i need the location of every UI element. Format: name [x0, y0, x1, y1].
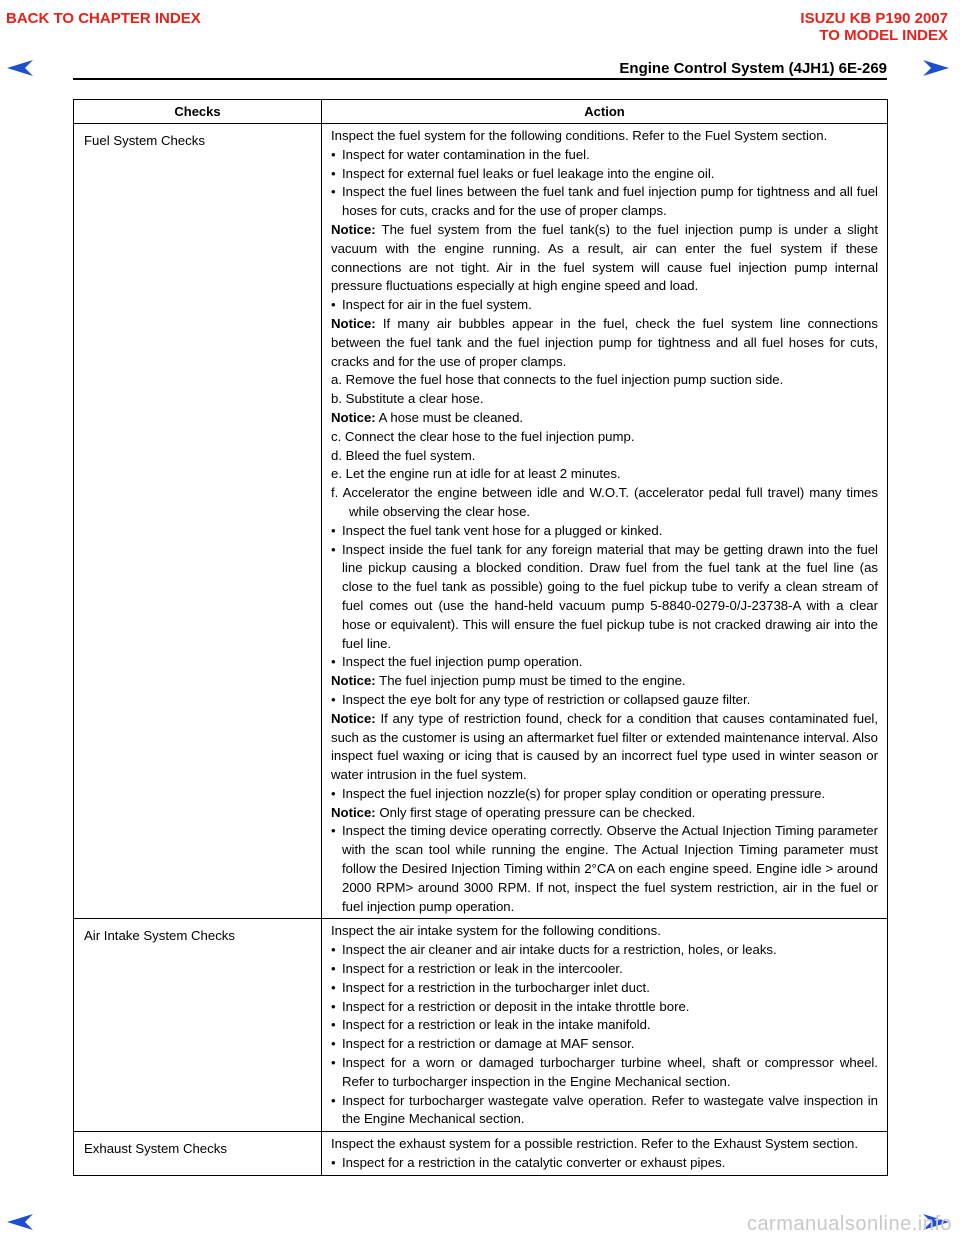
bullet-icon: •	[331, 184, 336, 200]
bullet-text: Inspect the timing device operating correctly. Observe the Actual Injection Timing parameter with the scan tool while running the engine. The Actual Injection Timing parameter must follow the Desired Injection Timing within 2°CA on each engine speed. Engine idle > around 2000 RPM> around 3000 RPM. If not, inspect the fuel system restriction, air in the fuel or fuel injection pump operation.	[342, 823, 878, 914]
previous-page-arrow-bottom-icon[interactable]	[6, 1212, 36, 1232]
action-bullet	[331, 998, 878, 1017]
notice-text: If many air bubbles appear in the fuel, check the fuel system line connections between the fuel tank and the fuel injection pump for tightness and all fuel hoses for cuts, cracks and for the use of proper clamps.	[331, 315, 878, 369]
action-bullet	[331, 1092, 878, 1130]
bullet-text: Inspect for a restriction or damage at MAF sensor.	[342, 1036, 635, 1052]
notice-paragraph	[331, 221, 878, 296]
notice-paragraph	[331, 315, 878, 371]
bullet-icon: •	[331, 942, 336, 958]
procedure-step: d. Bleed the fuel system.	[331, 447, 476, 463]
bullet-icon: •	[331, 1017, 336, 1033]
action-bullet	[331, 691, 878, 710]
action-bullet	[331, 165, 878, 184]
to-model-index-label: TO MODEL INDEX	[819, 27, 948, 44]
bullet-text: Inspect for water contamination in the fuel.	[342, 146, 590, 162]
bullet-text: Inspect for external fuel leaks or fuel leakage into the engine oil.	[342, 165, 715, 181]
check-cell: Exhaust System Checks	[74, 1132, 322, 1176]
watermark: carmanualsonline.info	[746, 1213, 952, 1235]
back-to-chapter-index-link[interactable]: BACK TO CHAPTER INDEX	[6, 10, 201, 27]
bullet-text: Inspect the fuel lines between the fuel tank and fuel injection pump for tightness and all fuel hoses for cuts, cracks and for the use of proper clamps.	[342, 184, 878, 219]
action-intro: Inspect the air intake system for the following conditions.	[331, 923, 661, 939]
bullet-text: Inspect the fuel tank vent hose for a plugged or kinked.	[342, 522, 663, 538]
notice-text: If any type of restriction found, check for a condition that causes contaminated fuel, such as the customer is using an aftermarket fuel filter or extended maintenance interval. Also inspect fuel waxing or icing that is caused by an incorrect fuel type used in winter season or water intrusion in the fuel system.	[331, 710, 878, 783]
bullet-text: Inspect for a restriction or leak in the intake manifold.	[342, 1017, 651, 1033]
bullet-icon: •	[331, 961, 336, 977]
procedure-step: b. Substitute a clear hose.	[331, 391, 484, 407]
bullet-text: Inspect the fuel injection pump operation.	[342, 654, 583, 670]
bullet-text: Inspect for a restriction in the catalytic converter or exhaust pipes.	[342, 1155, 726, 1171]
bullet-icon: •	[331, 654, 336, 670]
notice-text: The fuel injection pump must be timed to the engine.	[379, 673, 686, 689]
action-bullet	[331, 522, 878, 541]
action-column-header: Action	[322, 100, 888, 124]
next-page-arrow-icon[interactable]	[920, 58, 950, 78]
action-cell	[322, 124, 888, 919]
action-bullet	[331, 822, 878, 916]
model-index-link[interactable]	[800, 10, 948, 44]
checks-action-table	[73, 99, 888, 1176]
bullet-icon: •	[331, 165, 336, 181]
action-bullet	[331, 979, 878, 998]
bullet-text: Inspect for air in the fuel system.	[342, 297, 532, 313]
table-row	[74, 124, 888, 919]
notice-label: Notice:	[331, 673, 376, 689]
bullet-icon: •	[331, 541, 336, 557]
notice-text: The fuel system from the fuel tank(s) to the fuel injection pump is under a slight vacuum with the engine running. As a result, air can enter the fuel system if these connections are not tight. Air in the fuel system will cause fuel injection pump internal pressure fluctuations especially at high engine speed and load.	[331, 221, 878, 294]
bullet-icon: •	[331, 1036, 336, 1052]
bullet-text: Inspect for turbocharger wastegate valve operation. Refer to wastegate valve inspection in the Engine Mechanical section.	[342, 1092, 878, 1127]
notice-paragraph	[331, 409, 878, 428]
bullet-icon: •	[331, 691, 336, 707]
action-intro: Inspect the exhaust system for a possible restriction. Refer to the Exhaust System section.	[331, 1136, 859, 1152]
bullet-icon: •	[331, 146, 336, 162]
action-bullet	[331, 653, 878, 672]
action-bullet	[331, 146, 878, 165]
table-header-row	[74, 100, 888, 124]
table-row	[74, 919, 888, 1132]
bullet-icon: •	[331, 979, 336, 995]
notice-text: Only first stage of operating pressure can be checked.	[379, 804, 696, 820]
notice-paragraph	[331, 710, 878, 785]
notice-label: Notice:	[331, 221, 376, 237]
action-bullet	[331, 183, 878, 221]
action-bullet	[331, 1054, 878, 1092]
action-bullet	[331, 1016, 878, 1035]
notice-label: Notice:	[331, 315, 376, 331]
action-bullet	[331, 541, 878, 654]
notice-label: Notice:	[331, 409, 376, 425]
check-cell: Fuel System Checks	[74, 124, 322, 919]
notice-text: A hose must be cleaned.	[378, 409, 524, 425]
bullet-icon: •	[331, 297, 336, 313]
procedure-step: c. Connect the clear hose to the fuel injection pump.	[331, 428, 635, 444]
bullet-text: Inspect for a restriction or deposit in the intake throttle bore.	[342, 998, 690, 1014]
notice-label: Notice:	[331, 710, 376, 726]
notice-paragraph	[331, 672, 878, 691]
bullet-icon: •	[331, 998, 336, 1014]
table-body	[74, 124, 888, 1176]
model-name: ISUZU KB P190 2007	[800, 10, 948, 27]
table-row	[74, 1132, 888, 1176]
notice-label: Notice:	[331, 804, 376, 820]
bullet-text: Inspect the eye bolt for any type of restriction or collapsed gauze filter.	[342, 691, 751, 707]
bullet-icon: •	[331, 1155, 336, 1171]
bullet-text: Inspect for a worn or damaged turbocharger turbine wheel, shaft or compressor wheel. Refer to turbocharger inspection in the Engine Mechanical section.	[342, 1055, 878, 1089]
action-cell	[322, 1132, 888, 1176]
bullet-text: Inspect inside the fuel tank for any foreign material that may be getting drawn into the fuel line pickup causing a blocked condition. Draw fuel from the fuel tank at the fuel line (as close to the fuel tank as possible) going to the fuel pickup tube to verify a clean stream of fuel comes out (use the hand-held vacuum pump 5-8840-0279-0/J-23738-A with a clear hose or equivalent). This will ensure the fuel pickup tube is not cracked drawing air into the fuel line.	[342, 541, 878, 651]
procedure-step: e. Let the engine run at idle for at least 2 minutes.	[331, 466, 621, 482]
action-bullet	[331, 960, 878, 979]
action-bullet	[331, 1154, 878, 1173]
header-divider	[73, 78, 887, 80]
action-bullet	[331, 941, 878, 960]
bullet-text: Inspect for a restriction in the turbocharger inlet duct.	[342, 979, 650, 995]
bullet-text: Inspect for a restriction or leak in the intercooler.	[342, 961, 623, 977]
bullet-icon: •	[331, 1092, 336, 1108]
bullet-icon: •	[331, 522, 336, 538]
bullet-icon: •	[331, 823, 336, 839]
page-header-title: Engine Control System (4JH1) 6E-269	[619, 60, 887, 77]
action-intro: Inspect the fuel system for the following conditions. Refer to the Fuel System section.	[331, 128, 828, 143]
previous-page-arrow-icon[interactable]	[6, 58, 36, 78]
action-bullet	[331, 785, 878, 804]
bullet-text: Inspect the fuel injection nozzle(s) for proper splay condition or operating pressure.	[342, 785, 826, 801]
check-cell: Air Intake System Checks	[74, 919, 322, 1132]
bullet-text: Inspect the air cleaner and air intake ducts for a restriction, holes, or leaks.	[342, 942, 777, 958]
action-bullet	[331, 1035, 878, 1054]
procedure-step: a. Remove the fuel hose that connects to the fuel injection pump suction side.	[331, 372, 784, 388]
procedure-step: f. Accelerator the engine between idle and W.O.T. (accelerator pedal full travel) many times while observing the clear hose.	[331, 485, 878, 519]
action-bullet	[331, 296, 878, 315]
bullet-icon: •	[331, 1055, 336, 1071]
action-cell	[322, 919, 888, 1132]
checks-column-header: Checks	[74, 100, 322, 124]
bullet-icon: •	[331, 785, 336, 801]
notice-paragraph	[331, 804, 878, 823]
